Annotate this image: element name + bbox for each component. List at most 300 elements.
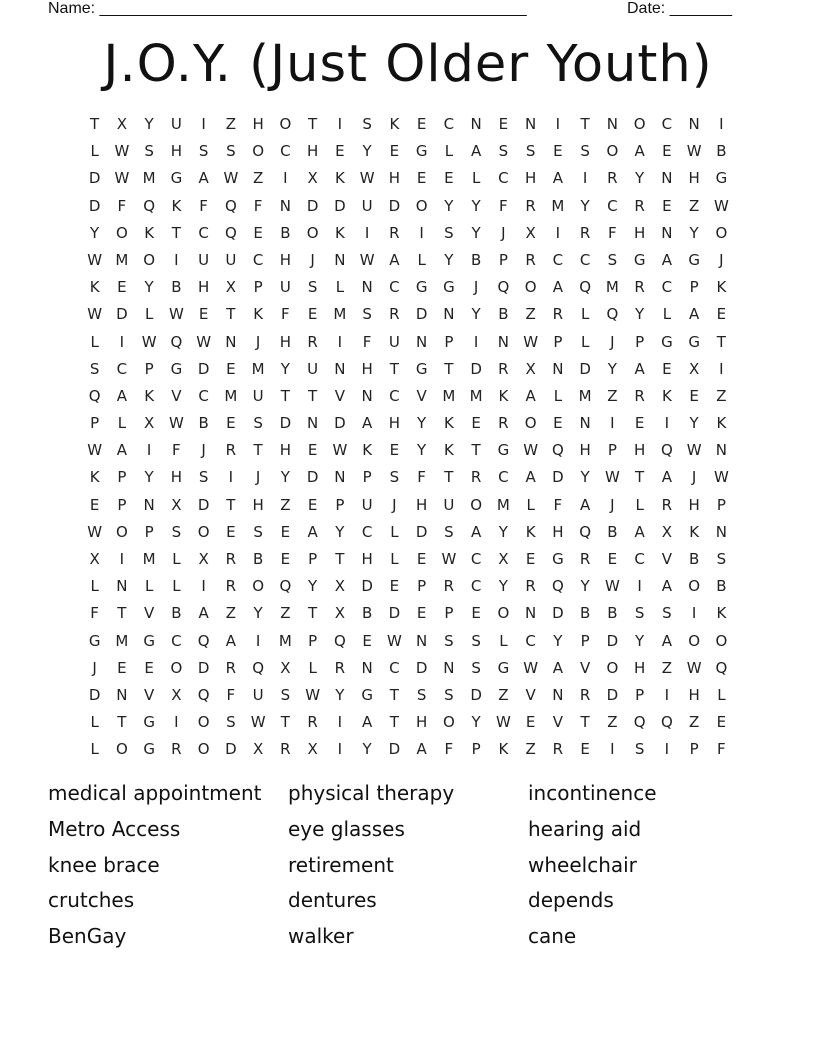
grid-letter: I	[610, 740, 615, 759]
grid-letter: D	[470, 685, 482, 704]
grid-letter: T	[716, 332, 726, 351]
grid-letter: Q	[660, 441, 673, 460]
grid-letter: H	[688, 495, 700, 514]
grid-letter: P	[553, 332, 563, 351]
grid-letter: N	[279, 196, 291, 215]
grid-letter: H	[388, 414, 401, 433]
grid-letter: H	[306, 142, 319, 161]
grid-letter: Y	[580, 577, 590, 596]
grid-letter: R	[225, 441, 237, 460]
grid-letter: I	[664, 414, 670, 433]
grid-letter: E	[525, 713, 536, 732]
grid-letter: D	[197, 495, 210, 514]
grid-letter: W	[713, 468, 729, 487]
grid-letter: X	[171, 495, 182, 514]
grid-letter: R	[607, 169, 618, 188]
grid-letter: W	[523, 332, 539, 351]
grid-letter: U	[252, 386, 264, 405]
grid-letter: G	[415, 359, 428, 378]
grid-letter: C	[280, 142, 291, 161]
grid-letter: B	[171, 278, 182, 297]
grid-letter: F	[417, 468, 426, 487]
grid-letter: S	[280, 685, 291, 704]
grid-letter: A	[634, 359, 645, 378]
grid-letter: W	[87, 250, 103, 269]
grid-letter: E	[89, 495, 100, 514]
grid-letter: L	[390, 550, 399, 568]
grid-letter: Y	[362, 740, 372, 759]
grid-letter: S	[525, 142, 536, 161]
grid-letter: R	[579, 550, 591, 568]
grid-letter: E	[416, 169, 427, 188]
header	[48, 0, 748, 20]
grid-letter: P	[716, 495, 726, 514]
grid-letter: W	[168, 414, 184, 433]
grid-letter: H	[252, 495, 264, 514]
grid-letter: Y	[90, 223, 100, 242]
grid-letter: G	[88, 631, 101, 650]
grid-letter: Y	[444, 250, 454, 269]
grid-letter: W	[604, 468, 620, 487]
grid-letter: N	[443, 658, 455, 677]
grid-letter: X	[116, 115, 128, 133]
grid-letter: T	[471, 441, 481, 460]
grid-letter: X	[688, 359, 700, 378]
grid-letter: L	[308, 658, 317, 677]
grid-letter: R	[334, 658, 346, 677]
grid-letter: P	[253, 278, 263, 297]
grid-letter: T	[226, 305, 236, 324]
grid-letter: L	[580, 332, 590, 351]
grid-letter: E	[280, 550, 291, 568]
grid-letter: U	[198, 250, 210, 269]
grid-letter: D	[579, 359, 591, 378]
grid-letter: X	[280, 658, 291, 677]
grid-letter: I	[364, 223, 370, 242]
grid-letter: S	[444, 223, 454, 242]
grid-letter: W	[87, 522, 103, 541]
grid-letter: S	[253, 522, 263, 541]
grid-letter: O	[115, 223, 128, 242]
grid-letter: E	[362, 631, 372, 650]
grid-letter: C	[661, 115, 673, 133]
grid-letter: Y	[635, 631, 645, 650]
grid-row	[81, 600, 735, 627]
grid-letter: H	[688, 169, 700, 188]
grid-letter: F	[362, 332, 372, 351]
grid-letter: O	[306, 223, 319, 242]
grid-letter: G	[552, 550, 564, 568]
grid-letter: M	[551, 196, 565, 215]
grid-letter: K	[525, 522, 536, 541]
grid-letter: V	[143, 604, 155, 623]
grid-letter: R	[498, 414, 509, 433]
grid-letter: N	[525, 115, 537, 133]
grid-letter: K	[716, 604, 727, 623]
grid-letter: E	[471, 604, 481, 623]
date-field-line: Date: _______	[627, 0, 732, 17]
grid-letter: I	[664, 740, 670, 759]
grid-letter: Q	[143, 196, 156, 215]
grid-letter: T	[171, 223, 181, 242]
grid-letter: Z	[225, 604, 237, 623]
grid-letter: N	[225, 332, 237, 351]
grid-letter: A	[525, 386, 536, 405]
grid-letter: E	[307, 305, 318, 324]
grid-letter: K	[443, 414, 454, 433]
grid-letter: X	[225, 278, 237, 297]
grid-letter: C	[389, 278, 400, 297]
grid-letter: Y	[689, 414, 699, 433]
grid-letter: O	[197, 713, 210, 732]
grid-letter: R	[280, 740, 291, 759]
grid-letter: Y	[498, 522, 508, 541]
grid-letter: M	[251, 359, 265, 378]
grid-letter: V	[171, 386, 182, 405]
grid-letter: E	[117, 658, 127, 677]
grid-letter: C	[498, 169, 509, 188]
grid-letter: D	[116, 305, 128, 324]
word-row	[48, 883, 768, 919]
grid-letter: A	[307, 522, 318, 541]
grid-letter: O	[415, 196, 428, 215]
grid-letter: A	[525, 468, 536, 487]
grid-letter: Q	[252, 658, 265, 677]
grid-letter: D	[552, 468, 564, 487]
grid-letter: L	[90, 740, 99, 759]
grid-letter: K	[171, 196, 182, 215]
grid-row	[81, 492, 735, 519]
grid-letter: G	[661, 332, 673, 351]
grid-letter: L	[417, 250, 426, 269]
grid-letter: Y	[689, 223, 699, 242]
grid-letter: U	[361, 495, 373, 514]
grid-letter: G	[415, 278, 428, 297]
grid-letter: C	[498, 468, 509, 487]
grid-letter: O	[497, 604, 510, 623]
grid-row	[81, 329, 735, 356]
grid-letter: D	[197, 658, 210, 677]
grid-letter: D	[88, 196, 101, 215]
grid-letter: A	[552, 278, 563, 297]
grid-letter: R	[579, 685, 591, 704]
grid-letter: J	[501, 223, 506, 242]
grid-letter: D	[88, 685, 101, 704]
grid-letter: B	[716, 577, 727, 596]
grid-letter: N	[715, 441, 727, 460]
grid-letter: Q	[88, 386, 101, 405]
grid-letter: W	[359, 250, 375, 269]
grid-letter: O	[688, 577, 701, 596]
grid-letter: T	[444, 468, 454, 487]
word-list-item: wheelchair	[528, 852, 637, 877]
grid-letter: K	[144, 386, 155, 405]
grid-letter: N	[334, 359, 346, 378]
grid-letter: T	[335, 550, 345, 568]
grid-letter: E	[716, 305, 727, 324]
grid-letter: G	[443, 278, 455, 297]
grid-letter: N	[361, 386, 373, 405]
grid-letter: O	[633, 115, 646, 133]
grid-letter: P	[498, 250, 508, 269]
grid-letter: N	[688, 115, 700, 133]
grid-letter: Y	[280, 468, 290, 487]
grid-row	[81, 736, 735, 763]
word-list-item: hearing aid	[528, 816, 642, 841]
grid-row	[81, 111, 735, 138]
grid-letter: R	[225, 550, 237, 568]
grid-letter: D	[334, 196, 346, 215]
grid-row	[81, 193, 735, 220]
grid-letter: K	[716, 414, 727, 433]
grid-letter: T	[253, 441, 263, 460]
grid-letter: N	[116, 577, 128, 596]
grid-letter: O	[470, 495, 483, 514]
grid-letter: J	[92, 658, 97, 677]
grid-letter: W	[359, 169, 375, 188]
grid-letter: R	[552, 740, 564, 759]
grid-letter: X	[525, 223, 536, 242]
grid-letter: D	[415, 305, 428, 324]
grid-letter: X	[89, 550, 100, 568]
grid-letter: M	[496, 495, 510, 514]
grid-letter: P	[362, 468, 372, 487]
word-row	[48, 919, 768, 955]
grid-letter: V	[552, 713, 563, 732]
grid-row	[81, 301, 735, 328]
grid-letter: V	[143, 685, 155, 704]
grid-letter: L	[471, 169, 481, 188]
grid-letter: W	[87, 305, 103, 324]
grid-letter: L	[390, 522, 399, 541]
grid-letter: Z	[252, 169, 264, 188]
grid-letter: U	[443, 495, 455, 514]
grid-letter: W	[713, 196, 729, 215]
grid-letter: W	[332, 441, 348, 460]
grid-letter: W	[114, 169, 130, 188]
grid-letter: A	[470, 142, 482, 161]
grid-letter: S	[362, 305, 372, 324]
grid-row	[81, 573, 735, 600]
grid-letter: Y	[280, 359, 290, 378]
grid-letter: S	[389, 468, 400, 487]
grid-row	[81, 247, 735, 274]
grid-letter: A	[198, 169, 209, 188]
grid-letter: U	[252, 685, 264, 704]
grid-letter: O	[170, 658, 183, 677]
grid-letter: Z	[688, 196, 700, 215]
grid-letter: P	[144, 359, 154, 378]
grid-letter: E	[634, 414, 645, 433]
grid-letter: J	[255, 468, 261, 487]
grid-letter: Y	[362, 142, 372, 161]
grid-letter: Z	[498, 685, 509, 704]
grid-letter: B	[198, 414, 209, 433]
grid-letter: E	[226, 522, 236, 541]
grid-letter: Q	[579, 278, 592, 297]
grid-letter: C	[171, 631, 182, 650]
grid-letter: E	[553, 142, 563, 161]
grid-letter: H	[633, 441, 646, 460]
grid-letter: G	[497, 441, 510, 460]
grid-letter: P	[335, 495, 345, 514]
grid-letter: Y	[471, 713, 481, 732]
grid-letter: F	[253, 196, 263, 215]
grid-letter: E	[144, 658, 154, 677]
grid-letter: Q	[279, 577, 292, 596]
grid-letter: X	[525, 359, 536, 378]
grid-letter: N	[661, 169, 673, 188]
grid-letter: E	[662, 359, 672, 378]
grid-letter: B	[498, 305, 509, 324]
grid-letter: Z	[661, 658, 673, 677]
grid-letter: P	[308, 631, 318, 650]
grid-letter: L	[90, 713, 99, 732]
grid-letter: X	[661, 522, 673, 541]
grid-letter: V	[525, 685, 536, 704]
grid-letter: K	[253, 305, 264, 324]
grid-letter: S	[498, 142, 509, 161]
grid-letter: M	[142, 550, 156, 568]
grid-letter: W	[441, 550, 457, 568]
grid-letter: A	[661, 631, 672, 650]
grid-row	[81, 274, 735, 301]
grid-row	[81, 655, 735, 682]
grid-letter: N	[715, 522, 727, 541]
grid-letter: Q	[333, 631, 346, 650]
grid-letter: E	[253, 223, 263, 242]
grid-letter: D	[388, 604, 401, 623]
grid-letter: E	[580, 740, 590, 759]
grid-letter: D	[197, 359, 210, 378]
grid-letter: S	[444, 685, 454, 704]
grid-letter: I	[337, 740, 343, 759]
grid-letter: G	[633, 250, 646, 269]
grid-letter: G	[143, 631, 155, 650]
grid-letter: C	[470, 577, 482, 596]
grid-letter: C	[525, 631, 536, 650]
grid-letter: I	[582, 169, 588, 188]
grid-letter: T	[226, 495, 236, 514]
grid-letter: R	[525, 577, 536, 596]
grid-letter: Y	[553, 631, 563, 650]
grid-letter: H	[388, 169, 401, 188]
grid-letter: R	[470, 468, 482, 487]
grid-letter: E	[416, 604, 427, 623]
grid-letter: F	[608, 223, 617, 242]
grid-letter: T	[308, 604, 318, 623]
grid-letter: S	[580, 142, 590, 161]
grid-letter: H	[361, 550, 373, 568]
grid-letter: E	[389, 441, 400, 460]
grid-letter: S	[362, 115, 372, 133]
grid-row	[81, 356, 735, 383]
grid-letter: W	[523, 658, 539, 677]
grid-letter: T	[635, 468, 645, 487]
grid-letter: M	[278, 631, 292, 650]
grid-letter: Y	[471, 196, 481, 215]
grid-letter: D	[334, 414, 346, 433]
grid-letter: L	[635, 495, 644, 514]
grid-letter: J	[719, 250, 724, 269]
grid-letter: L	[335, 278, 345, 297]
grid-letter: N	[661, 223, 673, 242]
grid-letter: A	[389, 250, 400, 269]
grid-letter: R	[634, 386, 645, 405]
grid-letter: M	[442, 386, 456, 405]
grid-letter: N	[334, 250, 346, 269]
grid-letter: W	[523, 441, 539, 460]
grid-letter: Y	[144, 115, 154, 133]
grid-letter: O	[715, 631, 728, 650]
grid-letter: V	[661, 550, 672, 568]
grid-letter: I	[610, 414, 615, 433]
grid-letter: K	[89, 468, 100, 487]
grid-letter: M	[333, 305, 347, 324]
grid-letter: G	[361, 685, 373, 704]
grid-letter: Q	[551, 577, 564, 596]
grid-letter: L	[717, 685, 726, 704]
grid-letter: I	[637, 577, 642, 596]
grid-letter: C	[443, 115, 455, 133]
grid-letter: S	[444, 631, 454, 650]
grid-letter: Y	[580, 196, 590, 215]
grid-letter: B	[688, 550, 700, 568]
grid-letter: Q	[633, 713, 646, 732]
grid-letter: D	[415, 658, 428, 677]
grid-letter: Y	[580, 468, 590, 487]
grid-letter: D	[88, 169, 101, 188]
grid-letter: I	[228, 468, 234, 487]
grid-letter: I	[255, 631, 261, 650]
grid-letter: I	[337, 713, 343, 732]
grid-letter: E	[117, 278, 127, 297]
grid-row	[81, 464, 735, 491]
grid-letter: R	[389, 223, 400, 242]
grid-letter: X	[171, 685, 182, 704]
grid-letter: R	[579, 223, 591, 242]
grid-letter: L	[553, 386, 563, 405]
grid-row	[81, 165, 735, 192]
grid-letter: P	[689, 740, 699, 759]
grid-letter: Y	[635, 169, 645, 188]
grid-letter: G	[170, 359, 183, 378]
grid-letter: P	[117, 495, 127, 514]
grid-letter: M	[605, 278, 619, 297]
grid-letter: E	[335, 142, 345, 161]
grid-letter: G	[143, 713, 155, 732]
grid-letter: R	[307, 713, 318, 732]
grid-letter: P	[444, 332, 454, 351]
grid-letter: G	[143, 740, 155, 759]
grid-letter: M	[224, 386, 238, 405]
grid-row	[81, 220, 735, 247]
grid-letter: Y	[471, 223, 481, 242]
grid-letter: X	[252, 740, 264, 759]
grid-letter: B	[470, 250, 482, 269]
grid-letter: R	[634, 196, 645, 215]
grid-letter: E	[689, 386, 699, 405]
grid-letter: C	[361, 522, 373, 541]
word-list-item: cane	[528, 924, 577, 949]
grid-letter: A	[116, 386, 127, 405]
grid-letter: G	[170, 169, 183, 188]
grid-letter: L	[662, 305, 672, 324]
grid-letter: F	[444, 740, 454, 759]
grid-letter: W	[196, 332, 212, 351]
grid-letter: H	[633, 223, 646, 242]
grid-letter: A	[416, 740, 427, 759]
